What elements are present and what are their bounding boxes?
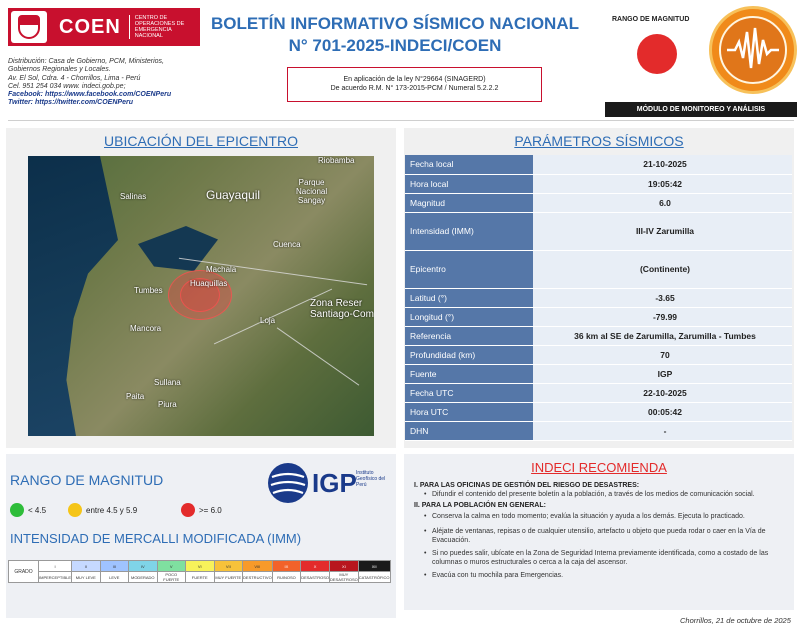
bulletin-title: BOLETÍN INFORMATIVO SÍSMICO NACIONAL — [210, 14, 579, 33]
table-row — [405, 383, 792, 402]
monitoring-module-banner: MÓDULO DE MONITOREO Y ANÁLISIS — [605, 102, 797, 117]
coen-logo — [8, 8, 200, 46]
map-label-zona: Zona Reser Santiago-Com — [310, 298, 374, 320]
reco-section-2: II. PARA LA POBLACIÓN EN GENERAL: — [414, 502, 546, 509]
imm-title: INTENSIDAD DE MERCALLI MODIFICADA (IMM) — [10, 531, 302, 546]
imm-level-v: V — [157, 561, 186, 572]
map-label-sullana: Sullana — [154, 378, 181, 387]
param-key: Fecha local — [405, 155, 533, 174]
table-row — [405, 212, 792, 250]
map-label-parque: Parque Nacional Sangay — [296, 178, 328, 205]
legend-dot-red — [181, 503, 195, 517]
contact-line: Cel. 951 254 034 www. indeci.gob.pe; — [8, 82, 126, 90]
imm-desc: IMPERCEPTIBLE — [39, 572, 72, 583]
seismograph-icon — [719, 16, 787, 84]
map-label-riobamba: Riobamba — [318, 156, 355, 165]
imm-level-i: I — [39, 561, 72, 572]
header-divider — [8, 120, 794, 121]
imm-desc: POCO FUERTE — [157, 572, 186, 583]
table-row — [405, 402, 792, 421]
map-label-paita: Paita — [126, 392, 145, 401]
param-key: Epicentro — [405, 250, 533, 288]
recommendations-title: INDECI RECOMIENDA — [531, 460, 667, 475]
facebook-link[interactable]: Facebook: https://www.facebook.com/COENPeru — [8, 91, 172, 99]
reco-list-2 — [414, 512, 790, 580]
logo-text: COEN — [59, 15, 121, 38]
param-key: Profundidad (km) — [405, 345, 533, 364]
contact-info — [8, 58, 208, 108]
border-line — [277, 327, 359, 385]
footer-date: Chorrillos, 21 de octubre de 2025 — [680, 616, 791, 625]
imm-level-x: X — [301, 561, 330, 572]
param-value: 6.0 — [533, 193, 792, 212]
param-key: Fecha UTC — [405, 383, 533, 402]
imm-desc: MODERADO — [129, 572, 158, 583]
imm-level-iv: IV — [129, 561, 158, 572]
table-row — [405, 307, 792, 326]
imm-level-xii: XII — [358, 561, 390, 572]
coen-shield-icon — [11, 11, 47, 43]
reco-item: • Evacúa con tu mochila para Emergencias. — [424, 571, 790, 580]
imm-desc: FUERTE — [186, 572, 215, 583]
epicenter-title: UBICACIÓN DEL EPICENTRO — [104, 133, 298, 149]
map-label-loja: Loja — [260, 316, 276, 325]
legend-dot-yellow — [68, 503, 82, 517]
imm-grado-label: GRADO — [9, 561, 39, 583]
legend-label-high: >= 6.0 — [199, 506, 222, 515]
map-label-tumbes: Tumbes — [134, 286, 163, 295]
table-row — [405, 155, 792, 174]
imm-level-ii: II — [72, 561, 101, 572]
imm-desc: DESTRUCTIVO — [243, 572, 273, 583]
param-key: Hora UTC — [405, 402, 533, 421]
table-row — [405, 174, 792, 193]
recommendations-body — [414, 481, 790, 582]
table-row — [405, 326, 792, 345]
reco-item: • Conserva la calma en todo momento; evalúa la situación y ayuda a los demás. Ejecuta lo practicado. — [424, 512, 790, 521]
rango-header-label: RANGO DE MAGNITUD — [612, 16, 690, 23]
reco-section-1: I. PARA LAS OFICINAS DE GESTIÓN DEL RIESGO DE DESASTRES: — [414, 482, 640, 489]
igp-globe-icon — [268, 463, 308, 503]
imm-level-vii: VII — [214, 561, 243, 572]
imm-level-iii: III — [100, 561, 129, 572]
legend-label-low: < 4.5 — [28, 506, 47, 515]
legend-label-mid: entre 4.5 y 5.9 — [86, 506, 138, 515]
map-label-guayaquil: Guayaquil — [206, 188, 261, 202]
map-label-piura: Piura — [158, 400, 177, 409]
legend-dot-green — [10, 503, 24, 517]
param-key: Referencia — [405, 326, 533, 345]
param-key: Hora local — [405, 174, 533, 193]
table-row — [405, 288, 792, 307]
imm-desc: CATASTRÓFICO — [358, 572, 390, 583]
param-value: IGP — [533, 364, 792, 383]
imm-desc: LEVE — [100, 572, 129, 583]
table-row — [405, 421, 792, 440]
param-value: III-IV Zarumilla — [533, 212, 792, 250]
param-value: -3.65 — [533, 288, 792, 307]
imm-desc: MUY DESASTROSO — [329, 572, 358, 582]
imm-desc: MUY LEVE — [72, 572, 101, 583]
param-value: 19:05:42 — [533, 174, 792, 193]
law-line: En aplicación de la ley N°29664 (SINAGERD) — [343, 76, 486, 83]
imm-scale-table — [8, 560, 391, 583]
bulletin-number: N° 701-2025-INDECI/COEN — [288, 36, 502, 55]
map-label-huaquillas: Huaquillas — [190, 279, 228, 288]
param-value: 22-10-2025 — [533, 383, 792, 402]
param-key: Intensidad (IMM) — [405, 212, 533, 250]
map-label-mancora: Mancora — [130, 324, 162, 333]
magnitude-range-title: RANGO DE MAGNITUD — [10, 472, 164, 488]
param-value: 21-10-2025 — [533, 155, 792, 174]
param-value: (Continente) — [533, 250, 792, 288]
imm-level-vi: VI — [186, 561, 215, 572]
imm-desc: RUINOSO — [272, 572, 301, 583]
reco-item: • Aléjate de ventanas, repisas o de cualquier utensilio, artefacto u objeto que pueda rodar o caer en la Vía de Evacuación. — [424, 527, 790, 545]
table-row — [405, 345, 792, 364]
igp-logo-subtitle: Instituto Geofísico del Perú — [356, 470, 386, 488]
magnitude-range-dot — [637, 34, 677, 74]
reco-list-1 — [414, 490, 790, 499]
law-line: De acuerdo R.M. N° 173-2015-PCM / Numeral 5.2.2.2 — [330, 85, 499, 92]
contact-line: Gobiernos Regionales y Locales. — [8, 66, 111, 74]
reco-item: • Difundir el contenido del presente boletín a la población, a través de los medios de comunicación social. — [424, 490, 790, 499]
param-value: 36 km al SE de Zarumilla, Zarumilla - Tumbes — [533, 326, 792, 345]
table-row — [405, 193, 792, 212]
imm-desc: DESASTROSO — [301, 572, 330, 583]
imm-level-ix: IX — [272, 561, 301, 572]
twitter-link[interactable]: Twitter: https://twitter.com/COENPeru — [8, 99, 133, 107]
param-key: DHN — [405, 421, 533, 440]
imm-level-xi: XI — [329, 561, 358, 572]
param-value: 70 — [533, 345, 792, 364]
map-label-salinas: Salinas — [120, 192, 147, 201]
param-value: - — [533, 421, 792, 440]
contact-line: Distribución: Casa de Gobierno, PCM, Ministerios, — [8, 58, 165, 65]
map-label-cuenca: Cuenca — [273, 240, 301, 249]
epicenter-map[interactable] — [28, 156, 374, 436]
imm-roman-row — [9, 561, 391, 572]
igp-logo-text: IGP — [312, 468, 357, 498]
map-label-machala: Machala — [206, 265, 237, 274]
param-key: Magnitud — [405, 193, 533, 212]
param-key: Fuente — [405, 364, 533, 383]
contact-line: Av. El Sol, Cdra. 4 - Chorrillos, Lima - Perú — [8, 74, 141, 82]
param-key: Longitud (°) — [405, 307, 533, 326]
param-value: 00:05:42 — [533, 402, 792, 421]
law-reference-box — [287, 67, 542, 102]
reco-item: • Si no puedes salir, ubícate en la Zona de Seguridad Interna previamente identificada, como a costado de las columnas o muros estructurales o cerca a la caja del ascensor. — [424, 549, 790, 567]
imm-desc-row — [9, 572, 391, 583]
parameters-table — [405, 155, 792, 441]
logo-subtitle: CENTRO DE OPERACIONES DE EMERGENCIA NACIONAL — [129, 15, 199, 39]
param-key: Latitud (°) — [405, 288, 533, 307]
table-row — [405, 250, 792, 288]
table-row — [405, 364, 792, 383]
parameters-title: PARÁMETROS SÍSMICOS — [514, 133, 684, 149]
imm-level-viii: VIII — [243, 561, 273, 572]
param-value: -79.99 — [533, 307, 792, 326]
imm-desc: MUY FUERTE — [214, 572, 243, 583]
